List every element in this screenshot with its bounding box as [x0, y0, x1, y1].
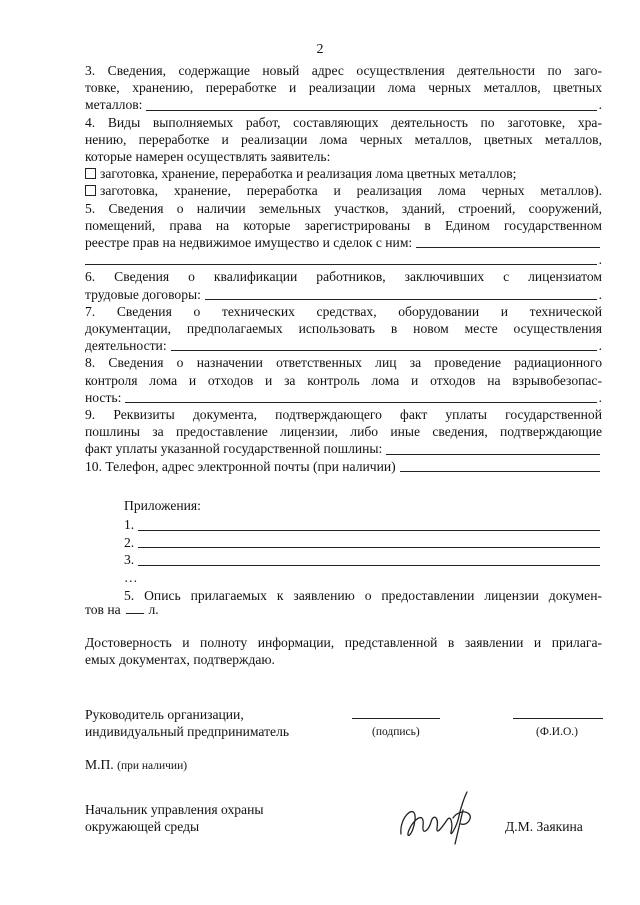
- section-7-fill-row: деятельности: .: [85, 338, 602, 354]
- signature-field[interactable]: [352, 706, 440, 719]
- appendix-item-5-line-2: [85, 601, 159, 618]
- section-8-line-1: 8. Сведения о назначении ответственных лиц за проведение радиационного: [85, 355, 602, 371]
- appendix-item-3-number: 3.: [124, 552, 135, 568]
- stamp-note: (при наличии): [117, 760, 188, 772]
- option-nonferrous-label: заготовка, хранение, переработка и реализация лома цветных металлов;: [100, 166, 517, 182]
- checkbox-ferrous[interactable]: [85, 185, 96, 196]
- appendix-item-5-count-blank[interactable]: [126, 602, 144, 614]
- confirmation-line-2: емых документах, подтверждаю.: [85, 652, 275, 667]
- section-4: [85, 114, 602, 200]
- chief-signatory-line-1: Начальник управления охраны: [85, 802, 264, 817]
- appendix-ellipsis: …: [124, 570, 138, 586]
- fio-field[interactable]: [513, 706, 603, 719]
- section-5-line-3: реестре прав на недвижимое имущество и сделок с ним:: [85, 235, 413, 251]
- section-3-line-1: 3. Сведения, содержащие новый адрес осуществления деятельности по заго-: [85, 63, 602, 78]
- section-8-fill-row: ность: .: [85, 389, 602, 405]
- section-5-blank-2[interactable]: [85, 252, 597, 265]
- section-7-line-3: деятельности:: [85, 338, 167, 354]
- appendix-item-3-blank[interactable]: [138, 553, 600, 566]
- section-4-line-3: которые намерен осуществлять заявитель:: [85, 149, 331, 165]
- section-6-line-1: 6. Сведения о квалификации работников, заключивших с лицензиатом: [85, 269, 602, 285]
- chief-name: Д.М. Заякина: [505, 819, 583, 834]
- appendix-item-2: [124, 534, 602, 552]
- section-9-line-1: 9. Реквизиты документа, подтверждающего факт уплаты государственной: [85, 407, 602, 423]
- section-6-fill-row: трудовые договоры: .: [85, 286, 602, 302]
- appendix-title: Приложения:: [124, 498, 201, 513]
- section-10-label: 10. Телефон, адрес электронной почты (при наличии): [85, 458, 396, 474]
- confirmation: [85, 634, 602, 668]
- section-3-fill-row: металлов: .: [85, 97, 602, 113]
- section-9-line-3: факт уплаты указанной государственной пошлины:: [85, 441, 383, 457]
- section-4-line-2: нению, переработке и реализации лома черных металлов, цветных металлов,: [85, 131, 602, 147]
- appendix-item-3: [124, 551, 602, 569]
- section-3-line-3: металлов:: [85, 97, 143, 113]
- stamp-label: М.П.: [85, 757, 114, 772]
- option-ferrous: [85, 182, 602, 199]
- section-6: [85, 268, 602, 302]
- section-8-line-3: ность:: [85, 389, 122, 405]
- section-5-fill-row-2: .: [85, 251, 602, 268]
- section-9-fill-row: [85, 440, 602, 457]
- form-body: [85, 62, 602, 475]
- chief-signatory-line-2: окружающей среды: [85, 819, 200, 834]
- section-6-blank[interactable]: [205, 287, 597, 300]
- appendix-item-5-line-1: 5. Опись прилагаемых к заявлению о предоставлении лицензии докумен-: [124, 587, 602, 603]
- signature-caption: (подпись): [372, 726, 420, 738]
- appendix: [124, 497, 602, 605]
- page-number: 2: [316, 42, 324, 57]
- head-signatory-line-1: Руководитель организации,: [85, 707, 244, 722]
- handwritten-signature: [395, 786, 487, 848]
- fio-caption: (Ф.И.О.): [536, 726, 578, 738]
- option-nonferrous: [85, 165, 602, 182]
- section-7-blank[interactable]: [171, 338, 597, 351]
- section-5-blank[interactable]: [416, 235, 600, 248]
- section-10: [85, 458, 602, 475]
- section-3-blank[interactable]: [146, 98, 596, 111]
- appendix-item-5-suffix: л.: [148, 602, 159, 617]
- chief-signatory: [85, 801, 263, 835]
- appendix-item-1: [124, 516, 602, 534]
- appendix-item-1-number: 1.: [124, 516, 135, 532]
- section-7: [85, 303, 602, 355]
- section-5-line-1: 5. Сведения о наличии земельных участков, зданий, строений, сооружений,: [85, 200, 602, 216]
- section-5: [85, 200, 602, 269]
- section-4-line-1: 4. Виды выполняемых работ, составляющих деятельность по заготовке, хра-: [85, 114, 602, 130]
- section-9-blank[interactable]: [386, 442, 600, 455]
- appendix-item-1-blank[interactable]: [138, 518, 600, 531]
- section-8-blank[interactable]: [125, 390, 596, 403]
- section-10-blank[interactable]: [400, 459, 600, 472]
- head-signatory-line-2: индивидуальный предприниматель: [85, 724, 290, 739]
- section-9-line-2: пошлины за предоставление лицензии, либо иные сведения, подтверждающие: [85, 424, 602, 440]
- appendix-item-5-prefix: тов на: [85, 602, 121, 617]
- section-3: [85, 62, 602, 114]
- section-8-line-2: контроля лома и отходов и за контроль лома и отходов на взрывобезопас-: [85, 372, 602, 388]
- section-3-line-2: товке, хранению, переработке и реализации лома черных металлов, цветных: [85, 80, 602, 96]
- section-8: [85, 354, 602, 406]
- appendix-item-2-blank[interactable]: [138, 535, 600, 548]
- section-7-line-2: документации, предполагаемых использовать в новом месте осуществления: [85, 321, 602, 337]
- appendix-item-2-number: 2.: [124, 534, 135, 550]
- head-signatory: [85, 706, 289, 740]
- option-ferrous-label: заготовка, хранение, переработка и реализация лома черных металлов).: [100, 183, 602, 199]
- checkbox-nonferrous[interactable]: [85, 168, 96, 179]
- stamp-line: [85, 756, 187, 775]
- section-9: [85, 406, 602, 458]
- section-5-fill-row: [85, 234, 602, 251]
- confirmation-line-1: Достоверность и полноту информации, представленной в заявлении и прилага-: [85, 635, 602, 650]
- section-5-line-2: помещений, права на которые зарегистрированы в Едином государственном: [85, 217, 602, 233]
- section-7-line-1: 7. Сведения о технических средствах, оборудовании и технической: [85, 303, 602, 319]
- section-6-line-2: трудовые договоры:: [85, 286, 201, 302]
